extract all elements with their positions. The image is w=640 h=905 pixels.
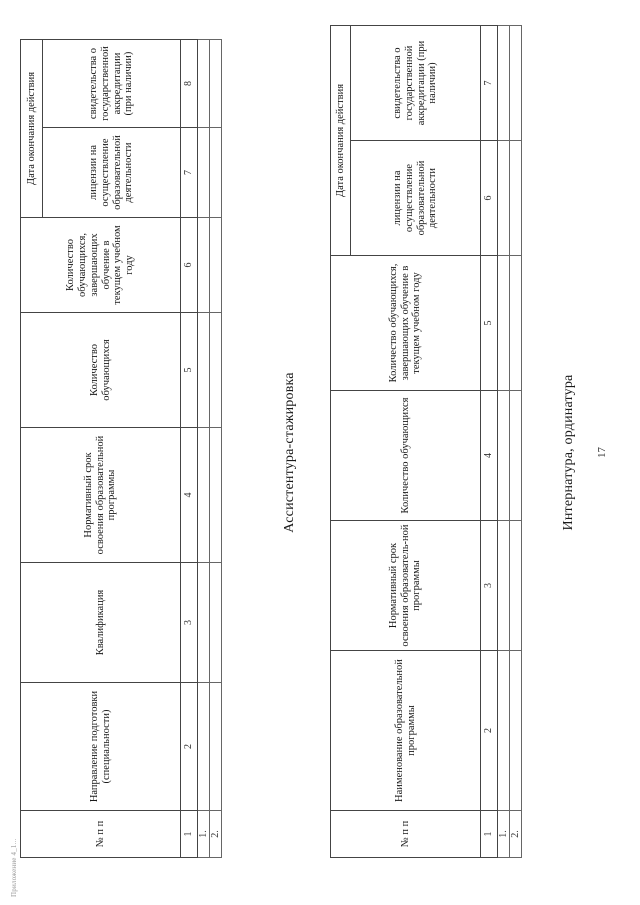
row-number: 1. (198, 811, 210, 858)
assistantship-table (20, 39, 222, 858)
header-qualification: Квалификация (21, 563, 181, 683)
column-number: 5 (481, 256, 498, 391)
header-license: лицензии на осуществление образовательной деятельности (351, 141, 481, 256)
section-title-assistantship: Ассистентура-стажировка (282, 372, 297, 533)
column-number: 1 (181, 811, 198, 858)
header-accreditation: свидетельства о государственной аккредитации (при наличии) (43, 40, 181, 128)
column-number: 3 (481, 521, 498, 651)
column-number-row (181, 40, 198, 858)
column-number: 1 (481, 811, 498, 858)
header-expiry-group: Дата окончания действия (331, 26, 351, 256)
header-license: лицензии на осуществление образовательной деятельности (43, 128, 181, 218)
row-number: 2. (510, 811, 522, 858)
column-number: 4 (181, 428, 198, 563)
row-number: 2. (210, 811, 222, 858)
page-number: 17 (596, 447, 608, 458)
column-number: 6 (481, 141, 498, 256)
header-students: Количество обучающихся (331, 391, 481, 521)
table-row (198, 40, 210, 858)
row-number: 1. (498, 811, 510, 858)
column-number: 3 (181, 563, 198, 683)
header-accreditation: свидетельства о государственной аккредитации (при наличии) (351, 26, 481, 141)
column-number: 8 (181, 40, 198, 128)
column-number: 2 (181, 683, 198, 811)
column-number: 2 (481, 651, 498, 811)
column-number: 4 (481, 391, 498, 521)
header-graduating: Количество обучающихся, завершающих обучение в текущем учебном году (331, 256, 481, 391)
header-students: Количество обучающихся (21, 313, 181, 428)
header-no: № п п (331, 811, 481, 858)
header-no: № п п (21, 811, 181, 858)
column-number-row (481, 26, 498, 858)
header-duration: Нормативный срок освоения образовательной программы (21, 428, 181, 563)
internship-table (330, 25, 522, 858)
footer-watermark: Приложение 4_1... (10, 838, 18, 897)
header-duration: Нормативный срок освоения образователь-ной программы (331, 521, 481, 651)
header-program-name: Наименование образовательной программы (331, 651, 481, 811)
table-row (498, 26, 510, 858)
header-expiry-group: Дата окончания действия (21, 40, 43, 218)
column-number: 7 (481, 26, 498, 141)
column-number: 7 (181, 128, 198, 218)
column-number: 6 (181, 218, 198, 313)
header-graduating: Количество обучающихся, завершающих обучение в текущем учебном году (21, 218, 181, 313)
header-direction: Направление подготовки (специальности) (21, 683, 181, 811)
table-row (510, 26, 522, 858)
column-number: 5 (181, 313, 198, 428)
section-title-internship: Интернатура, ординатура (561, 374, 576, 531)
table-row (210, 40, 222, 858)
